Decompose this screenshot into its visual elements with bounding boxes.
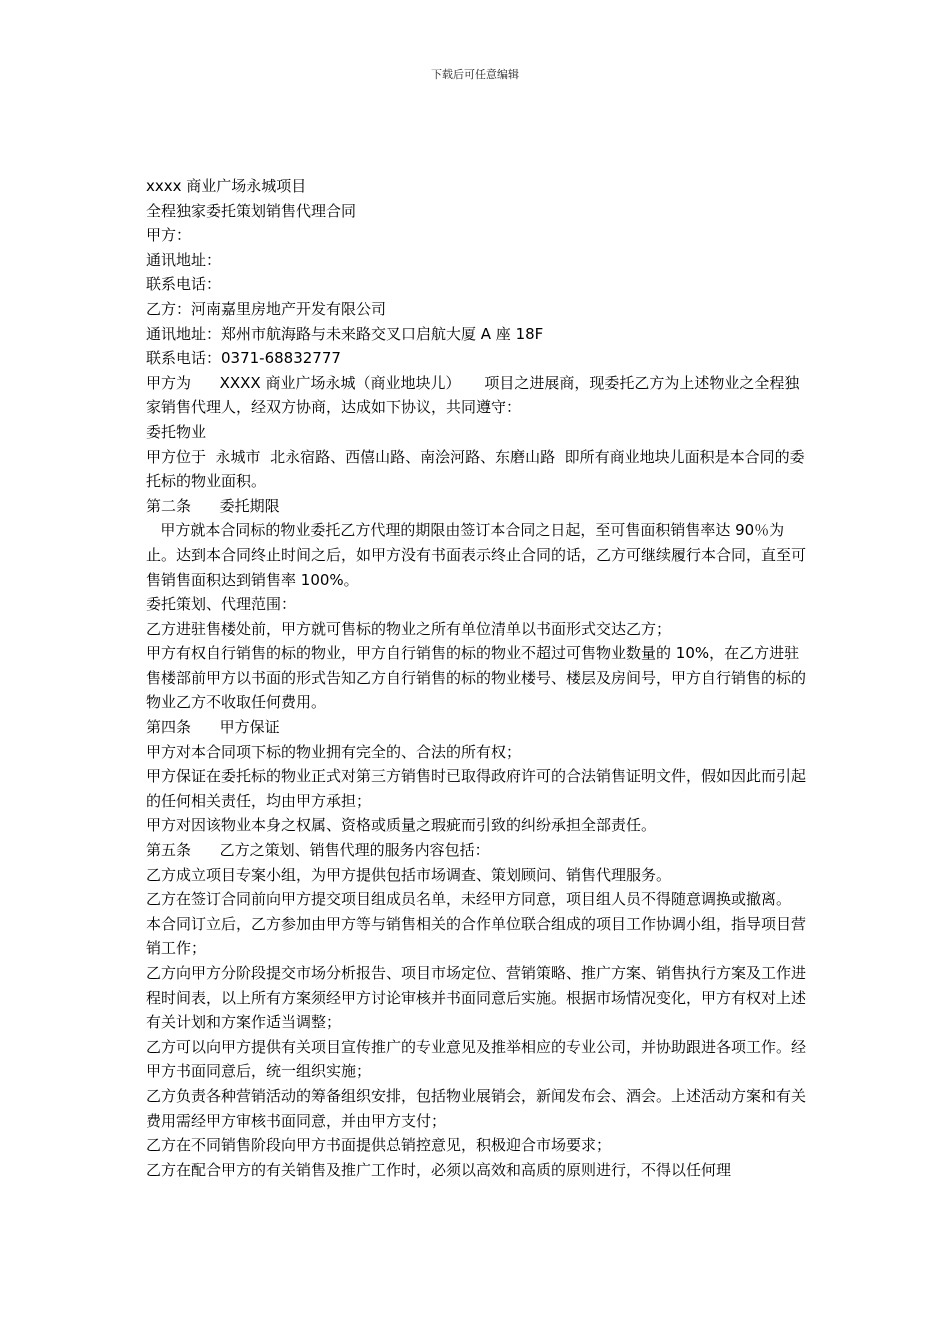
body-paragraph: 甲方对本合同项下标的物业拥有完全的、合法的所有权； (146, 742, 522, 761)
body-paragraph: 甲方有权自行销售的标的物业，甲方自行销售的标的物业不超过可售物业数量的 10%，在乙方进驻售楼部前甲方以书面的形式告知乙方自行销售的标的物业楼号、楼层及房间号，甲方自行销售的标的物业乙方不收取任何费用。 (146, 644, 807, 712)
section-heading: 第五条 乙方之策划、销售代理的服务内容包括： (146, 841, 490, 860)
party-b-phone: 联系电话：0371-68832777 (146, 349, 341, 368)
body-paragraph: 乙方在配合甲方的有关销售及推广工作时，必须以高效和高质的原则进行，不得以任何理 (146, 1160, 732, 1179)
section-heading: 第二条 委托期限 (146, 496, 280, 515)
project-title: xxxx 商业广场永城项目 (146, 177, 307, 195)
page-header-note: 下载后可任意编辑 (431, 68, 519, 81)
party-b-address: 通讯地址：郑州市航海路与未来路交叉口启航大厦 A 座 18F (146, 324, 544, 343)
body-paragraph: 乙方成立项目专案小组，为甲方提供包括市场调查、策划顾问、销售代理服务。 (146, 865, 672, 884)
body-paragraph: 乙方在不同销售阶段向甲方书面提供总销控意见，积极迎合市场要求； (146, 1136, 612, 1155)
party-a-phone: 联系电话： (146, 275, 222, 294)
section-heading: 委托策划、代理范围： (146, 595, 297, 614)
section-heading: 委托物业 (146, 422, 207, 441)
body-paragraph: 乙方负责各种营销活动的筹备组织安排，包括物业展销会，新闻发布会、酒会。上述活动方案和有关费用需经甲方审核书面同意，并由甲方支付； (146, 1086, 807, 1130)
contract-title: 全程独家委托策划销售代理合同 (146, 201, 357, 220)
body-paragraph: 乙方进驻售楼处前，甲方就可售标的物业之所有单位清单以书面形式交达乙方； (146, 619, 672, 638)
party-a-address: 通讯地址： (146, 250, 222, 269)
body-paragraph: 甲方对因该物业本身之权属、资格或质量之瑕疵而引致的纠纷承担全部责任。 (146, 816, 657, 835)
party-a-label: 甲方： (146, 226, 192, 245)
body-paragraph: 甲方保证在委托标的物业正式对第三方销售时已取得政府许可的合法销售证明文件，假如因此而引起的任何相关责任，均由甲方承担； (146, 767, 807, 810)
body-paragraph: 甲方就本合同标的物业委托乙方代理的期限由签订本合同之日起，至可售面积销售率达 90％为止。达到本合同终止时间之后，如甲方没有书面表示终止合同的话，乙方可继续履行本合同，直至可售销售面积达到销售率 100%。 (146, 521, 807, 589)
body-paragraph: 乙方可以向甲方提供有关项目宣传推广的专业意见及推举相应的专业公司，并协助跟进各项工作。经甲方书面同意后，统一组织实施； (146, 1037, 807, 1081)
contract-body (146, 174, 810, 1182)
body-paragraph: 甲方位于 永城市 北永宿路、西僖山路、南浍河路、东磨山路 即所有商业地块儿面积是本合同的委托标的物业面积。 (146, 447, 805, 491)
body-paragraph: 乙方在签订合同前向甲方提交项目组成员名单，未经甲方同意，项目组人员不得随意调换或撤离。 (146, 890, 792, 909)
section-heading: 第四条 甲方保证 (146, 718, 280, 737)
body-paragraph: 乙方向甲方分阶段提交市场分析报告、项目市场定位、营销策略、推广方案、销售执行方案及工作进程时间表，以上所有方案须经甲方讨论审核并书面同意后实施。根据市场情况变化，甲方有权对上述有关计划和方案作适当调整； (146, 964, 807, 1032)
body-paragraph: 本合同订立后，乙方参加由甲方等与销售相关的合作单位联合组成的项目工作协调小组，指导项目营销工作； (146, 914, 807, 958)
preamble-paragraph: 甲方为 XXXX 商业广场永城（商业地块儿） 项目之进展商，现委托乙方为上述物业之全程独家销售代理人，经双方协商，达成如下协议，共同遵守： (146, 373, 800, 417)
party-b-label: 乙方：河南嘉里房地产开发有限公司 (146, 299, 387, 318)
